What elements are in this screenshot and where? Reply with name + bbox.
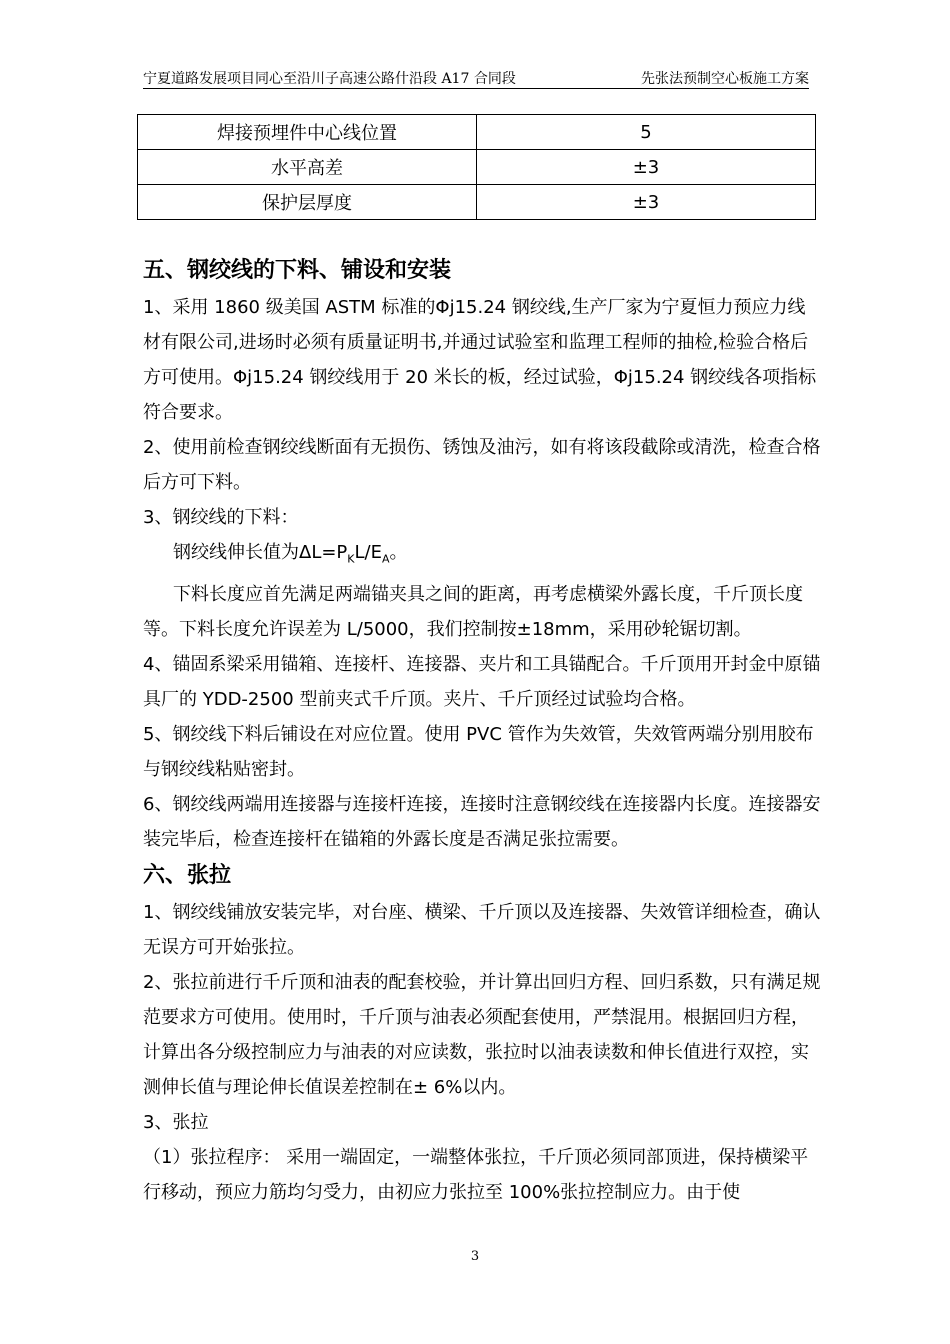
- page-header: [143, 66, 809, 89]
- table-cell-value: 5: [477, 115, 816, 150]
- formula-line: [143, 535, 823, 577]
- formula-sub: A: [381, 552, 390, 566]
- paragraph: 3、张拉: [143, 1111, 209, 1133]
- tolerance-table: [137, 114, 816, 220]
- paragraph: 4、锚固系梁采用锚箱、连接杆、连接器、夹片和工具锚配合。千斤顶用开封金中原锚具厂的 YDD-2500 型前夹式千斤顶。夹片、千斤顶经过试验均合格。: [143, 653, 821, 710]
- paragraph: （1）张拉程序： 采用一端固定，一端整体张拉，千斤顶必须同部顶进，保持横梁平行移动，预应力筋均匀受力，由初应力张拉至 100%张拉控制应力。由于使: [143, 1146, 809, 1203]
- paragraph: [143, 577, 823, 647]
- paragraph: 5、钢绞线下料后铺设在对应位置。使用 PVC 管作为失效管，失效管两端分别用胶布与钢绞线粘贴密封。: [143, 723, 814, 780]
- section-6-heading: 六、张拉: [143, 862, 232, 888]
- header-doc-title: 先张法预制空心板施工方案: [641, 71, 809, 87]
- header-project: 宁夏道路发展项目同心至沿川子高速公路什沿段 A17 合同段: [143, 71, 516, 87]
- document-body: [143, 252, 823, 1210]
- table-row: [138, 150, 816, 185]
- paragraph: 6、钢绞线两端用连接器与连接杆连接，连接时注意钢绞线在连接器内长度。连接器安装完毕后，检查连接杆在锚箱的外露长度是否满足张拉需要。: [143, 793, 821, 850]
- paragraph-text: 下料长度应首先满足两端锚夹具之间的距离，再考虑横梁外露长度，千斤顶长度等。下料长度允许误差为 L/5000，我们控制按±18mm，采用砂轮锯切割。: [143, 583, 803, 640]
- section-5-heading: 五、钢绞线的下料、铺设和安装: [143, 258, 452, 283]
- paragraph: 2、张拉前进行千斤顶和油表的配套校验，并计算出回归方程、回归系数，只有满足规范要求方可使用。使用时，千斤顶与油表必须配套使用，严禁混用。根据回归方程，计算出各分级控制应力与油表的对应读数，张拉时以油表读数和伸长值进行双控，实测伸长值与理论伸长值误差控制在± 6%以内。: [143, 971, 821, 1098]
- paragraph: 1、采用 1860 级美国 ASTM 标准的Φj15.24 钢绞线,生产厂家为宁夏恒力预应力线材有限公司,进场时必须有质量证明书,并通过试验室和监理工程师的抽检,检验合格后方可使用。Φj15.24 钢绞线用于 20 米长的板，经过试验，Φj15.24 钢绞线各项指标符合要求。: [143, 297, 817, 423]
- formula-text: L/E: [354, 542, 382, 563]
- table-cell-item: 保护层厚度: [138, 185, 477, 220]
- table-cell-item: 水平高差: [138, 150, 477, 185]
- formula-text: 。: [389, 542, 408, 563]
- formula-text: 钢绞线伸长值为ΔL=P: [173, 542, 348, 563]
- page-number: 3: [470, 1249, 480, 1264]
- table-row: [138, 115, 816, 150]
- table-cell-value: ±3: [477, 185, 816, 220]
- table-cell-value: ±3: [477, 150, 816, 185]
- paragraph: 2、使用前检查钢绞线断面有无损伤、锈蚀及油污，如有将该段截除或清洗，检查合格后方可下料。: [143, 437, 821, 493]
- paragraph: 3、钢绞线的下料：: [143, 507, 299, 528]
- paragraph: 1、钢绞线铺放安装完毕，对台座、横梁、千斤顶以及连接器、失效管详细检查，确认无误方可开始张拉。: [143, 901, 821, 958]
- formula-sub: K: [347, 552, 355, 566]
- table-row: [138, 185, 816, 220]
- table-cell-item: 焊接预埋件中心线位置: [138, 115, 477, 150]
